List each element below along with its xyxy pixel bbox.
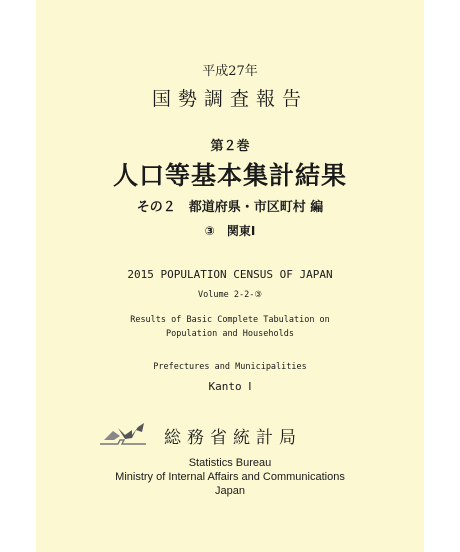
volume-number: 第２巻 — [210, 139, 250, 154]
english-description-line2: Population and Households — [166, 329, 294, 339]
english-description-line1: Results of Basic Complete Tabulation on — [130, 315, 330, 325]
main-title: 人口等基本集計結果 — [112, 161, 347, 190]
region-title: ③ 関東Ⅰ — [204, 224, 256, 238]
english-prefectures: Prefectures and Municipalities — [153, 362, 307, 372]
series-title: 国勢調査報告 — [151, 88, 308, 110]
country-name: Japan — [215, 485, 245, 497]
statistics-bureau-logo-icon — [98, 418, 148, 446]
english-region: Kanto Ⅰ — [208, 380, 252, 393]
report-cover — [36, 0, 424, 552]
bureau-name-jp: 総務省統計局 — [164, 428, 302, 448]
bureau-name-en: Statistics Bureau — [188, 457, 272, 469]
era-year: 平成27年 — [202, 64, 258, 79]
part-title: その２ 都道府県・市区町村 編 — [136, 200, 324, 215]
ministry-name-en: Ministry of Internal Affairs and Communications — [115, 471, 345, 483]
english-title: 2015 POPULATION CENSUS OF JAPAN — [127, 268, 333, 281]
english-volume: Volume 2-2-③ — [198, 290, 262, 300]
